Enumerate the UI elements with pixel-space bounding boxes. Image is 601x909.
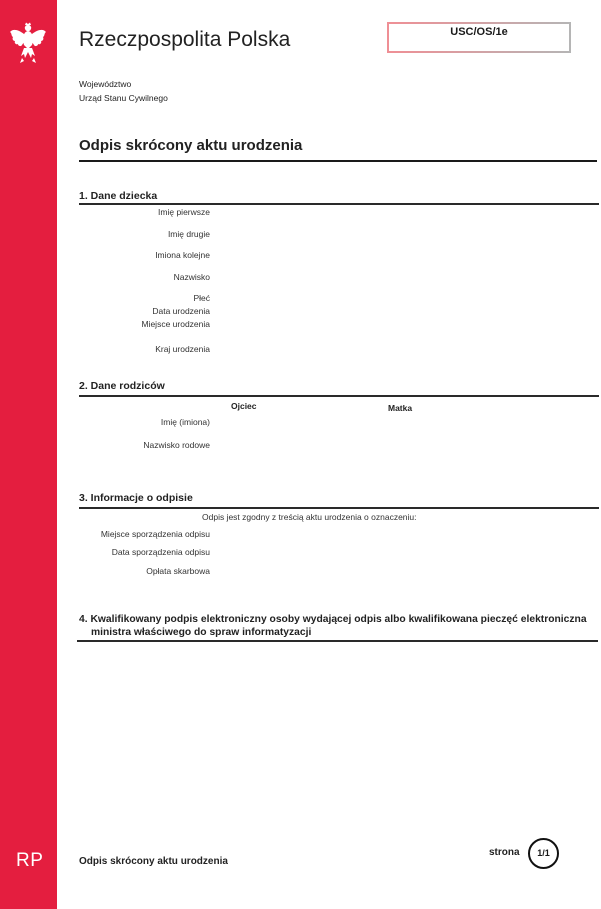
country-name: Rzeczpospolita Polska xyxy=(79,28,291,51)
white-eagle-emblem-icon xyxy=(9,22,47,64)
field-copy-date: Data sporządzenia odpisu xyxy=(111,547,210,557)
page-label: strona xyxy=(489,847,520,858)
field-first-name: Imię pierwsze xyxy=(158,207,210,217)
field-birth-place: Miejsce urodzenia xyxy=(141,319,210,329)
column-father: Ojciec xyxy=(231,401,257,411)
footer-document-title: Odpis skrócony aktu urodzenia xyxy=(79,856,228,867)
sidebar-abbrev: RP xyxy=(16,850,44,871)
field-parent-names: Imię (imiona) xyxy=(160,417,210,427)
section-copy-info-divider xyxy=(79,507,599,509)
title-divider xyxy=(79,160,597,162)
field-surname: Nazwisko xyxy=(173,272,210,282)
field-birth-country: Kraj urodzenia xyxy=(155,344,210,354)
section-signature-title-line2: ministra właściwego do spraw informatyzacji xyxy=(91,627,312,638)
field-other-names: Imiona kolejne xyxy=(155,250,210,260)
field-sex: Płeć xyxy=(193,293,210,303)
field-copy-place: Miejsce sporządzenia odpisu xyxy=(100,529,210,539)
field-maiden-name: Nazwisko rodowe xyxy=(143,440,210,450)
section-parents-divider xyxy=(79,395,599,397)
page-number-badge: 1/1 xyxy=(528,838,559,869)
office-label: Urząd Stanu Cywilnego xyxy=(79,93,168,103)
voivodeship-label: Województwo xyxy=(79,79,132,89)
field-birth-date: Data urodzenia xyxy=(152,306,210,316)
section-child-title: 1. Dane dziecka xyxy=(79,190,158,202)
form-code-box xyxy=(387,22,571,53)
section-signature-title: 4. Kwalifikowany podpis elektroniczny osoby wydającej odpis albo kwalifikowana pieczęć elektroniczna xyxy=(79,614,587,625)
document-title: Odpis skrócony aktu urodzenia xyxy=(79,137,303,154)
section-signature-divider xyxy=(77,640,598,642)
column-mother: Matka xyxy=(388,403,413,413)
red-sidebar xyxy=(0,0,57,909)
section-copy-info-title: 3. Informacje o odpisie xyxy=(79,492,193,504)
section-child-divider xyxy=(79,203,599,205)
field-stamp-duty: Opłata skarbowa xyxy=(146,566,210,576)
form-code: USC/OS/1e xyxy=(450,26,508,38)
section-parents-title: 2. Dane rodziców xyxy=(79,380,165,392)
field-second-name: Imię drugie xyxy=(167,229,210,239)
conformity-statement: Odpis jest zgodny z treścią aktu urodzenia o oznaczeniu: xyxy=(202,512,417,522)
